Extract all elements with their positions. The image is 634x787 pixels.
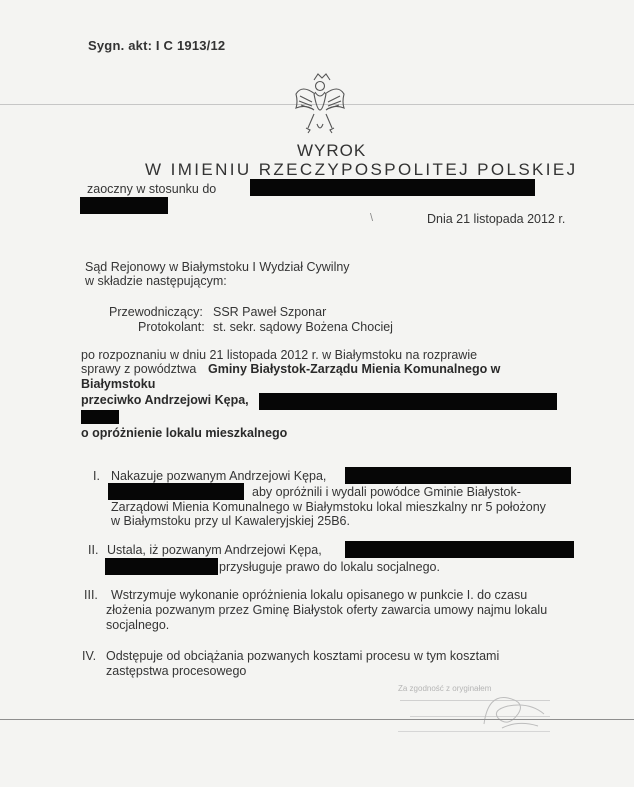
case-subject: o opróżnienie lokalu mieszkalnego <box>81 426 288 440</box>
case-defendant: przeciwko Andrzejowi Kępa, <box>81 393 249 407</box>
case-intro: po rozpoznaniu w dniu 21 listopada 2012 r. w Białymstoku na rozprawie <box>81 348 478 362</box>
stray-mark: \ <box>370 212 374 224</box>
point-text: Ustala, iż pozwanym Andrzejowi Kępa, <box>107 543 322 557</box>
point-text: przysługuje prawo do lokalu socjalnego. <box>219 560 440 574</box>
point-text: Zarządowi Mienia Komunalnego w Białymstoku lokal mieszkalny nr 5 położony <box>111 500 546 514</box>
point-number: II. <box>88 543 99 557</box>
redaction-block <box>81 410 119 424</box>
judgment-type: zaoczny w stosunku do <box>87 182 217 196</box>
case-plaintiff-prefix: sprawy z powództwa <box>81 362 197 376</box>
redaction-block <box>259 393 557 410</box>
point-number: I. <box>93 469 100 483</box>
point-text: Nakazuje pozwanym Andrzejowi Kępa, <box>111 469 327 483</box>
redaction-block <box>108 483 244 500</box>
point-text: w Białymstoku przy ul Kawaleryjskiej 25B6. <box>111 514 350 528</box>
point-text: Wstrzymuje wykonanie opróżnienia lokalu opisanego w punkcie I. do czasu <box>111 588 528 602</box>
redaction-block <box>345 541 574 558</box>
point-number: IV. <box>82 649 97 663</box>
bottom-fold-line <box>0 719 634 720</box>
point-text: Odstępuje od obciążania pozwanych kosztami procesu w tym kosztami <box>106 649 500 663</box>
case-plaintiff: Gminy Białystok-Zarządu Mienia Komunalnego w <box>208 362 501 376</box>
chair-value: SSR Paweł Szponar <box>213 305 327 319</box>
point-number: III. <box>84 588 98 602</box>
point-text: aby opróżnili i wydali powódce Gminie Białystok- <box>252 485 521 499</box>
certification-stamp-text: Za zgodność z oryginałem <box>398 684 492 693</box>
judgment-subtitle: W IMIENIU RZECZYPOSPOLITEJ POLSKIEJ <box>145 160 578 179</box>
redaction-block <box>105 558 218 575</box>
clerk-value: st. sekr. sądowy Bożena Chociej <box>213 320 393 334</box>
judgment-title: WYROK <box>297 141 367 160</box>
court-composition-label: w składzie następującym: <box>85 274 227 288</box>
point-text: socjalnego. <box>106 618 170 632</box>
redaction-block <box>345 467 571 484</box>
point-text: zastępstwa procesowego <box>106 664 247 678</box>
eagle-emblem-icon <box>292 70 348 140</box>
redaction-block <box>250 179 535 196</box>
point-text: złożenia pozwanym przez Gminę Białystok oferty zawarcia umowy najmu lokalu <box>106 603 548 617</box>
chair-label: Przewodniczący: <box>109 305 203 319</box>
clerk-label: Protokolant: <box>138 320 205 334</box>
redaction-block <box>80 197 168 214</box>
case-plaintiff-city: Białymstoku <box>81 377 156 391</box>
court-name: Sąd Rejonowy w Białymstoku I Wydział Cywilny <box>85 260 350 274</box>
signature-stamp-icon <box>478 684 550 736</box>
judgment-date: Dnia 21 listopada 2012 r. <box>427 212 566 226</box>
case-signature: Sygn. akt: I C 1913/12 <box>88 38 226 53</box>
